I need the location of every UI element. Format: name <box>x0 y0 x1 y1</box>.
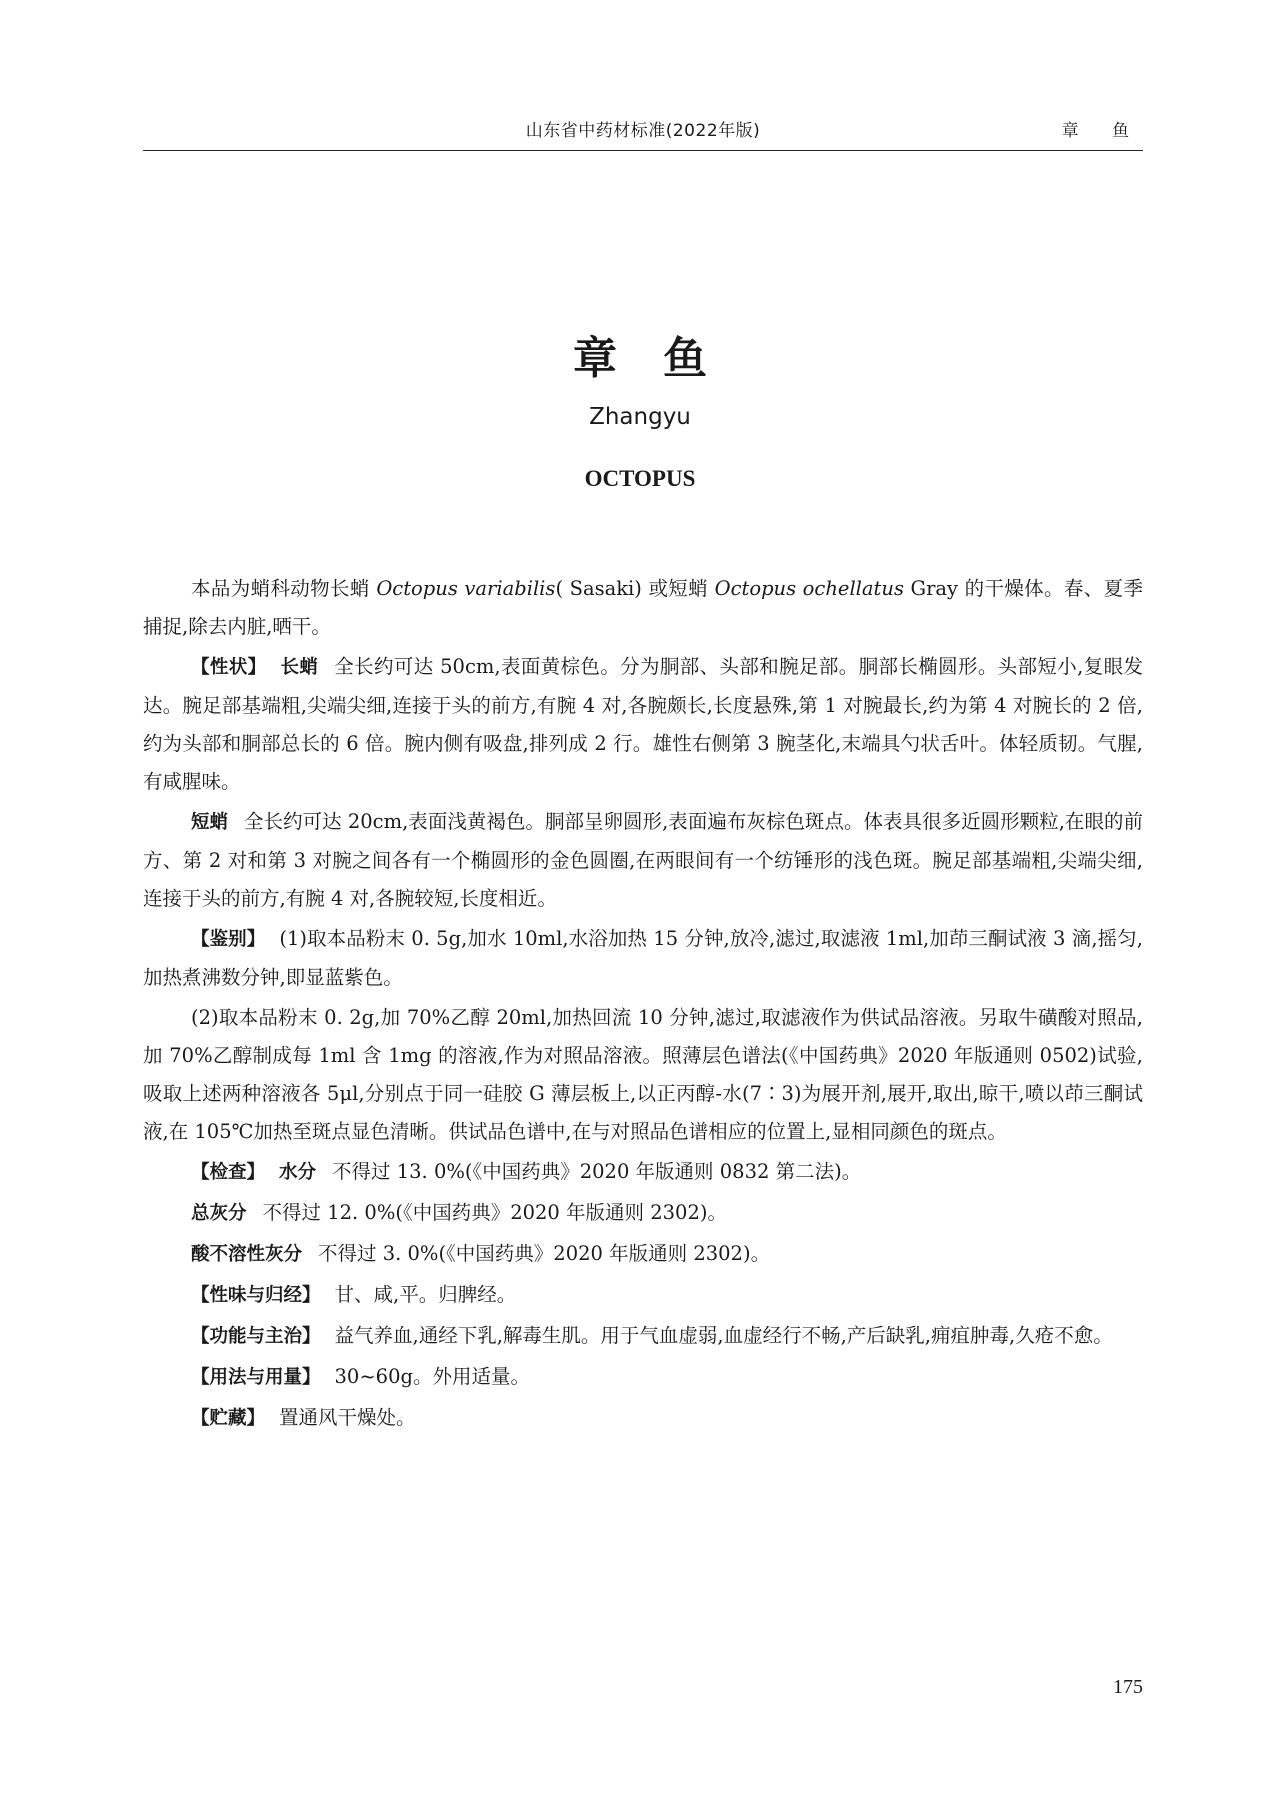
jianbie-paragraph <box>143 920 1143 997</box>
yongfa-paragraph <box>143 1358 1143 1397</box>
species-name: Octopus variabilis <box>376 577 556 600</box>
section-text: 益气养血,通经下乳,解毒生肌。用于气血虚弱,血虚经行不畅,产后缺乳,痈疽肿毒,久疮不愈。 <box>334 1324 1113 1347</box>
subsection-label: 总灰分 <box>191 1203 247 1224</box>
subsection-label: 酸不溶性灰分 <box>191 1244 303 1265</box>
jiancha-paragraph-2 <box>143 1194 1143 1233</box>
header-book-title: 山东省中药材标准(2022年版) <box>525 121 761 141</box>
section-text: 全长约可达 50cm,表面黄棕色。分为胴部、头部和腕足部。胴部长椭圆形。头部短小,复眼发达。腕足部基端粗,尖端尖细,连接于头的前方,有腕 4 对,各腕颇长,长度悬殊,第 1 对腕最长,约为第 4 对腕长的 2 倍,约为头部和胴部总长的 6 倍。腕内侧有吸盘,排列成 2 行。雄性右侧第 3 腕茎化,末端具勺状舌叶。体轻质韧。气腥,有咸腥味。 <box>143 655 1143 793</box>
section-text: 不得过 12. 0%(《中国药典》2020 年版通则 2302)。 <box>262 1201 727 1224</box>
jianbie-paragraph-2 <box>143 999 1143 1151</box>
subsection-label: 长蛸 <box>280 657 319 678</box>
xingzhuang-paragraph <box>143 648 1143 801</box>
intro-text: 本品为蛸科动物长蛸 <box>191 577 377 600</box>
intro-text: ( Sasaki) 或短蛸 <box>555 577 715 600</box>
section-text: 全长约可达 20cm,表面浅黄褐色。胴部呈卵圆形,表面遍布灰棕色斑点。体表具很多近圆形颗粒,在眼的前方、第 2 对和第 3 对腕之间各有一个椭圆形的金色圆圈,在两眼间有一个纺锤形的浅色斑。腕足部基端粗,尖端尖细,连接于头的前方,有腕 4 对,各腕较短,长度相近。 <box>143 810 1143 910</box>
section-label-zhucang: 【贮藏】 <box>191 1408 266 1429</box>
monograph-body <box>143 570 1143 1440</box>
xingwei-paragraph <box>143 1276 1143 1315</box>
section-text: 不得过 3. 0%(《中国药典》2020 年版通则 2302)。 <box>318 1242 771 1265</box>
section-label-xingzhuang: 【性状】 <box>191 657 267 678</box>
section-text: (2)取本品粉末 0. 2g,加 70%乙醇 20ml,加热回流 10 分钟,滤过,取滤液作为供试品溶液。另取牛磺酸对照品,加 70%乙醇制成每 1ml 含 1mg 的溶液,作为对照品溶液。照薄层色谱法(《中国药典》2020 年版通则 0502)试验,吸取上述两种溶液各 5μl,分别点于同一硅胶 G 薄层板上,以正丙醇-水(7∶3)为展开剂,展开,取出,晾干,喷以茚三酮试液,在 105℃加热至斑点显色清晰。供试品色谱中,在与对照品色谱相应的位置上,显相同颜色的斑点。 <box>143 1006 1143 1143</box>
section-label-jianbie: 【鉴别】 <box>191 929 266 950</box>
xingzhuang-paragraph-2 <box>143 803 1143 918</box>
header-entry-name: 章 鱼 <box>1061 121 1143 141</box>
running-header <box>143 108 1143 151</box>
species-name: Octopus ochellatus <box>714 577 904 600</box>
section-label-gongneng: 【功能与主治】 <box>191 1326 321 1347</box>
section-label-yongfa: 【用法与用量】 <box>191 1367 321 1388</box>
entry-title-pinyin: Zhangyu <box>589 404 691 430</box>
section-text: (1)取本品粉末 0. 5g,加水 10ml,水浴加热 15 分钟,放冷,滤过,取滤液 1ml,加茚三酮试液 3 滴,摇匀,加热煮沸数分钟,即显蓝紫色。 <box>143 927 1143 989</box>
subsection-label: 短蛸 <box>191 812 229 833</box>
intro-paragraph <box>143 570 1143 646</box>
jiancha-paragraph <box>143 1153 1143 1192</box>
section-text: 置通风干燥处。 <box>279 1406 416 1429</box>
gongneng-paragraph <box>143 1317 1143 1356</box>
section-text: 30~60g。外用适量。 <box>334 1365 530 1388</box>
section-text: 甘、咸,平。归脾经。 <box>334 1283 517 1306</box>
jiancha-paragraph-3 <box>143 1235 1143 1274</box>
section-text: 不得过 13. 0%(《中国药典》2020 年版通则 0832 第二法)。 <box>332 1160 862 1183</box>
section-label-jiancha: 【检查】 <box>191 1162 266 1183</box>
entry-title-chinese: 章鱼 <box>573 333 753 384</box>
page-number: 175 <box>1113 1676 1143 1698</box>
section-label-xingwei: 【性味与归经】 <box>191 1285 321 1306</box>
intro-text: Gray 的干燥体。春、夏季捕捉,除去内脏,晒干。 <box>143 577 1143 638</box>
entry-title-english: OCTOPUS <box>584 466 696 491</box>
zhucang-paragraph <box>143 1399 1143 1438</box>
subsection-label: 水分 <box>279 1162 317 1183</box>
